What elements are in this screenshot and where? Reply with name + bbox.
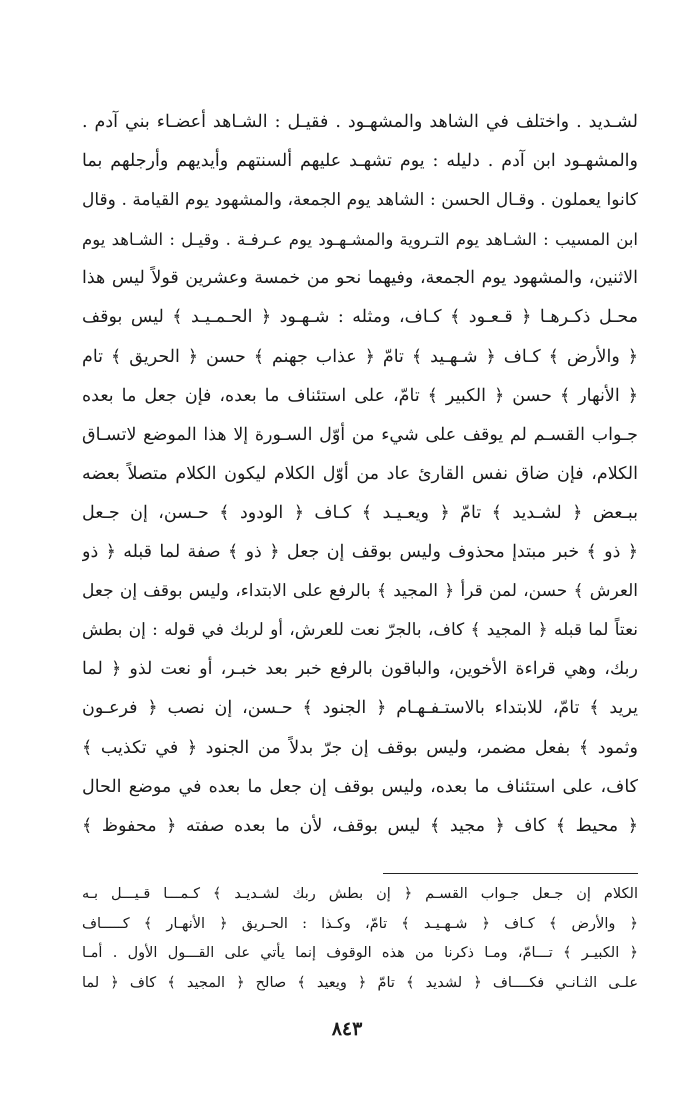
footnote-line: ﴿ والأرض ﴾ كـاف ﴿ شـهـيـد ﴾ تامّ، وكـذا : الحـريق ﴿ الأنهـار ﴾ كـــــاف — [82, 915, 638, 932]
text-line: والمشهـود ابن آدم . دليله : يوم تشهـد عليهم ألسنتهم وأيديهم وأرجلهم بما — [82, 151, 638, 172]
page-number: ٨٤٣ — [331, 1018, 363, 1040]
text-line: محـل ذكـرهـا ﴿ قـعـود ﴾ كـاف، ومثله : شـهـود ﴿ الحـمـيـد ﴾ ليس بوقف — [82, 307, 638, 328]
text-line: الكلام، فإن ضاق نفس القارئ عاد من أوّل الكلام ليكون الكلام متصلاً بعضه — [82, 463, 638, 484]
text-line: لشـديد . واختلف في الشاهد والمشهـود . فقيـل : الشـاهد أعضـاء بني آدم . — [82, 112, 638, 132]
footnotes — [82, 880, 638, 998]
text-line: ﴿ ذو ﴾ خبر مبتدإ محذوف وليس بوقف إن جعل ﴿ ذو ﴾ صفة لما قبله ﴿ ذو — [82, 542, 638, 563]
text-line: ربك، وهي قراءة الأخوين، والباقون بالرفع خبر بعد خبـر، أو نعت لذو ﴿ لما — [82, 659, 638, 680]
text-line: ابن المسيب : الشـاهد يوم التـروية والمشـهـود يوم عـرفـة . وقيـل : الشـاهد يوم — [82, 230, 638, 250]
footnote-line: الكلام إن جـعل جـواب القسـم ﴿ إن بطش ربك لشـديـد ﴾ كـمـــا قـيـــل بـه — [82, 886, 638, 902]
text-line: ببـعض ﴿ لشـديد ﴾ تامّ ﴿ ويعـيـد ﴾ كـاف ﴿ الودود ﴾ حـسن، إن جـعل — [82, 502, 638, 523]
footnote-divider — [383, 873, 638, 874]
text-line: يريد ﴾ تامّ، للابتداء بالاستـفـهـام ﴿ الجنود ﴾ حـسن، إن نصب ﴿ فرعـون — [82, 698, 638, 719]
footnote-line: علـى الثـانـي فكــــاف ﴿ لشديد ﴾ تامّ ﴿ ويعيد ﴾ صالح ﴿ المجيد ﴾ كاف ﴿ لما — [82, 974, 638, 991]
text-line: العرش ﴾ حسن، لمن قرأ ﴿ المجيد ﴾ بالرفع على الابتداء، وليس بوقف إن جعل — [82, 581, 638, 602]
text-line: ﴿ والأرض ﴾ كـاف ﴿ شـهـيد ﴾ تامّ ﴿ عذاب جهنم ﴾ حسن ﴿ الحريق ﴾ تام — [82, 346, 638, 367]
main-text — [82, 103, 638, 846]
text-line: ﴿ محيط ﴾ كاف ﴿ مجيد ﴾ ليس بوقف، لأن ما بعده صفته ﴿ محفوظ ﴾ — [82, 815, 638, 836]
text-line: كاف، على استئناف ما بعده، وليس بوقف إن جعل ما بعده في موضع الحال — [82, 776, 638, 797]
text-line: الاثنين، والمشهود يوم الجمعة، وفيهما نحو من خمسة وعشرين قولاً ليس هذا — [82, 268, 638, 289]
text-line: نعتاً لما قبله ﴿ المجيد ﴾ كاف، بالجرّ نعت للعرش، أو لربك في قوله : إن بطش — [82, 620, 638, 641]
text-line: ﴿ الأنهار ﴾ حسن ﴿ الكبير ﴾ تامّ، على استئناف ما بعده، فإن جعل ما بعده — [82, 385, 638, 406]
text-line: جـواب القسـم لم يوقف على شيء من أوّل السـورة إلا هذا الموضع لاتسـاق — [82, 424, 638, 445]
text-line: كانوا يعملون . وقـال الحسن : الشاهد يوم الجمعة، والمشهود يوم القيامة . وقال — [82, 190, 638, 211]
footnote-line: ﴿ الكبيـر ﴾ تـــامّ، ومـا ذكرنا من هذه الوقوف إنما يأتي على القـــول الأول . أمـا — [82, 945, 638, 961]
text-line: وثمود ﴾ بفعل مضمر، وليس بوقف إن جرّ بدلاً من الجنود ﴿ في تكذيب ﴾ — [82, 737, 638, 758]
